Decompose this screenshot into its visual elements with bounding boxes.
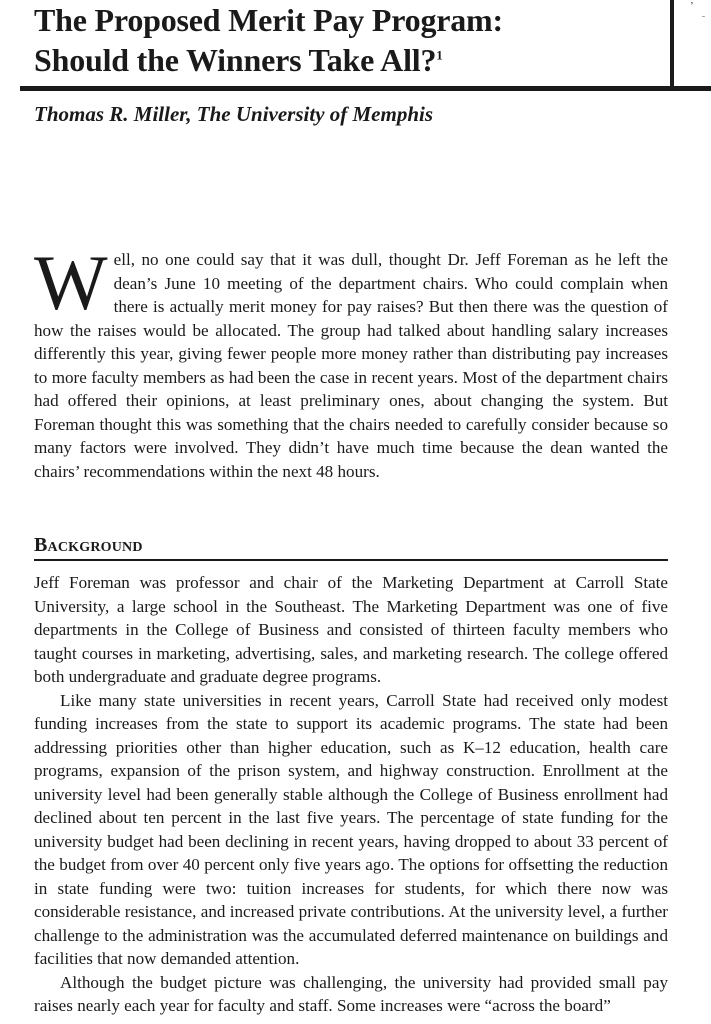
title-underline-rule [20,86,711,91]
header-corner-mark-small: ˉ [702,14,705,24]
title-footnote-marker[interactable]: 1 [436,47,443,63]
title-line-2: Should the Winners Take All? [34,42,437,78]
section-heading-background: Background [34,534,143,556]
title-line-1: The Proposed Merit Pay Program: [34,2,503,38]
background-section-body [34,571,668,1018]
intro-text: ell, no one could say that it was dull, thought Dr. Jeff Foreman as he left the dean’s June 10 meeting of the department chairs. Who could complain when there is actually merit money for pay raises? But then there was the question of how the raises would be allocated. The group had talked about handling salary increases differently this year, giving fewer people more money rather than distributing pay increases to more faculty members as had been the case in recent years. Most of the department chairs had offered their opinions, at least preliminary ones, about changing the system. But Foreman thought this was something that the chairs needed to carefully consider because so many factors were involved. They didn’t have much time because the dean wanted the chairs’ recommendations within the next 48 hours. [34,250,668,481]
drop-cap: W [34,239,108,326]
author-byline: Thomas R. Miller, The University of Memphis [34,102,434,126]
section-rule [34,559,668,561]
article-title [34,0,674,80]
body-paragraph: Although the budget picture was challenging, the university had provided small pay raises nearly each year for faculty and staff. Some increases were “across the board” [34,972,668,1015]
body-paragraph: Like many state universities in recent years, Carroll State had received only modest funding increases from the state to support its academic programs. The state had been addressing priorities other than higher education, such as K–12 education, health care programs, expansion of the prison system, and highway construction. Enrollment at the university level had been generally stable although the College of Business enrollment had declined about ten percent in the last five years. The percentage of state funding for the university budget had been declining in recent years, having dropped to about 33 percent of the budget from over 40 percent only five years ago. The options for offsetting the reduction in state funding were two: tuition increases for students, for which there now was considerable resistance, and increased private contributions. At the university level, a further challenge to the administration was the accumulated deferred maintenance on buildings and facilities that now demanded attention. [34,690,668,968]
header-corner-vertical-rule [670,0,674,90]
title-block [34,0,674,80]
body-paragraph: Jeff Foreman was professor and chair of the Marketing Department at Carroll State University, a large school in the Southeast. The Marketing Department was one of five departments in the College of Business and consisted of thirteen faculty members who taught courses in marketing, advertising, sales, and marketing research. The college offered both undergraduate and graduate degree programs. [34,573,668,686]
intro-paragraph [34,239,668,483]
header-corner-mark: ’ [690,0,694,12]
